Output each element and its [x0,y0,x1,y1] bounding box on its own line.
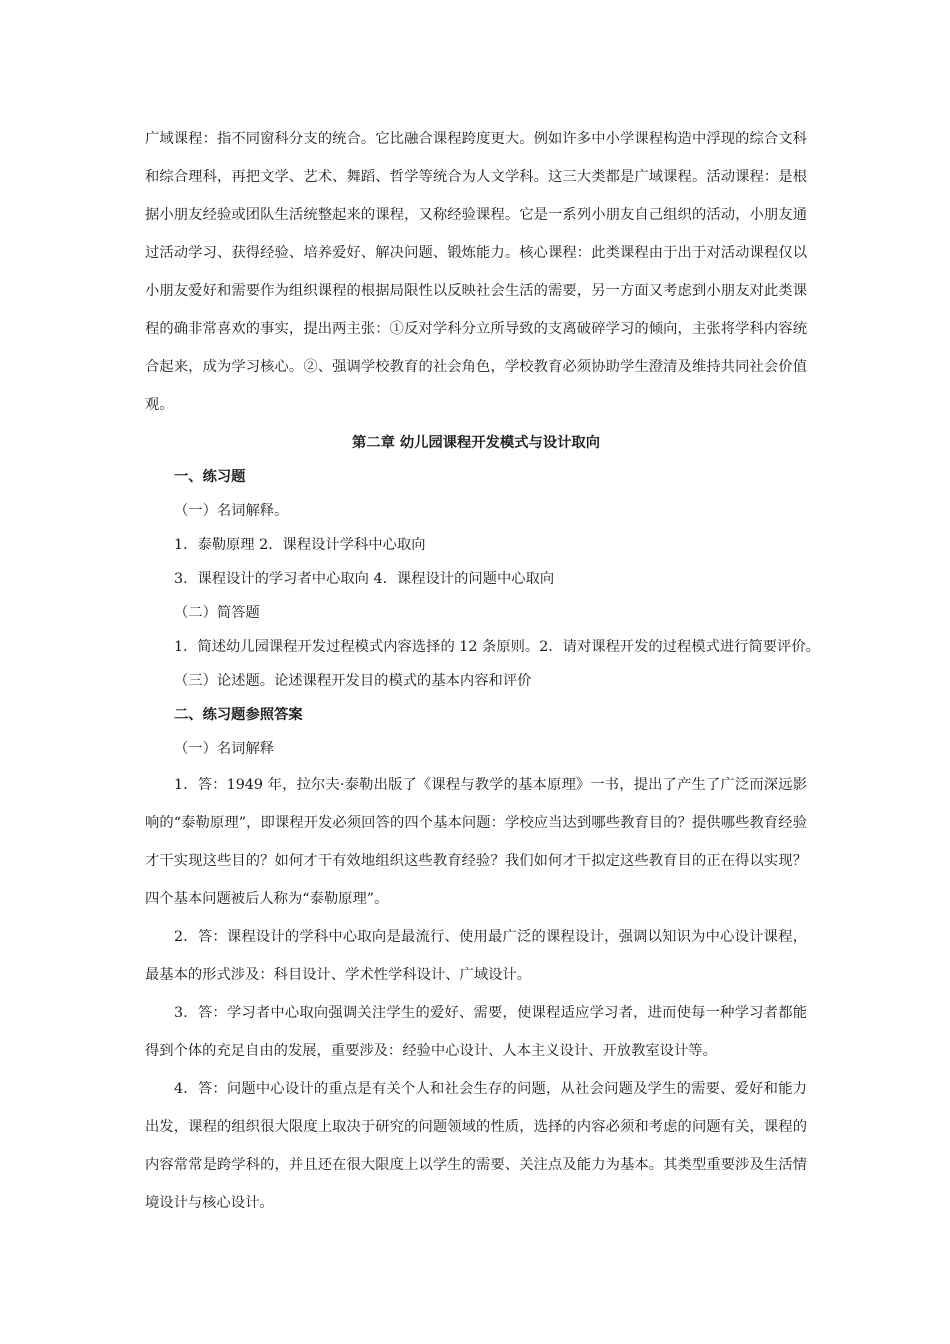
section2-part1-title: （一）名词解释 [174,741,275,757]
intro-paragraph: 广域课程：指不同窗科分支的统合。它比融合课程跨度更大。例如许多中小学课程构造中浮现的综合文科和综合理科，再把文学、艺术、舞蹈、哲学等统合为人文学科。这三大类都是广域课程。活动课程：是根据小朋友经验或团队生活统整起来的课程，又称经验课程。它是一系列小朋友自己组织的活动，小朋友通过活动学习、获得经验、培养爱好、解决问题、锻炼能力。核心课程：此类课程由于出于对活动课程仅以小朋友爱好和需要作为组织课程的根据局限性以反映社会生活的需要，另一方面又考虑到小朋友对此类课程的确非常喜欢的事实，提出两主张：①反对学科分立所导致的支离破碎学习的倾向，主张将学科内容统合起来，成为学习核心。②、强调学校教育的社会角色，学校教育必须协助学生澄清及维持共同社会价值观。 [145,131,807,413]
answer-3: 3．答：学习者中心取向强调关注学生的爱好、需要，使课程适应学习者，进而使每一种学习者都能得到个体的充足自由的发展，重要涉及：经验中心设计、人本主义设计、开放教室设计等。 [145,1005,807,1059]
section1-title: 一、练习题 [174,469,246,485]
section1-part2-title: （二）简答题 [174,605,260,621]
section2-title: 二、练习题参照答案 [174,707,303,723]
essay-question: （三）论述题。论述课程开发目的模式的基本内容和评价 [174,673,532,689]
chapter-title: 第二章 幼儿园课程开发模式与设计取向 [351,435,601,451]
terms-line-1: 1．泰勒原理 2．课程设计学科中心取向 [174,537,426,553]
short-answer-questions: 1．简述幼儿园课程开发过程模式内容选择的 12 条原则。2．请对课程开发的过程模式进行简要评价。 [174,639,820,655]
document-body [145,120,820,1222]
terms-line-2: 3．课程设计的学习者中心取向 4．课程设计的问题中心取向 [174,571,555,587]
answer-1: 1．答：1949 年，拉尔夫·泰勒出版了《课程与教学的基本原理》一书，提出了产生了广泛而深远影响的“泰勒原理”，即课程开发必须回答的四个基本问题：学校应当达到哪些教育目的？提供哪些教育经验才干实现这些目的？如何才干有效地组织这些教育经验？我们如何才干拟定这些教育目的正在得以实现？四个基本问题被后人称为“泰勒原理”。 [145,777,807,907]
answer-4: 4．答：问题中心设计的重点是有关个人和社会生存的问题，从社会问题及学生的需要、爱好和能力出发，课程的组织很大限度上取决于研究的问题领域的性质，选择的内容必须和考虑的问题有关，课程的内容常常是跨学科的，并且还在很大限度上以学生的需要、关注点及能力为基本。其类型重要涉及生活情境设计与核心设计。 [145,1081,807,1211]
section1-part1-title: （一）名词解释。 [174,503,289,519]
answer-2: 2．答：课程设计的学科中心取向是最流行、使用最广泛的课程设计，强调以知识为中心设计课程，最基本的形式涉及：科目设计、学术性学科设计、广域设计。 [145,929,807,983]
